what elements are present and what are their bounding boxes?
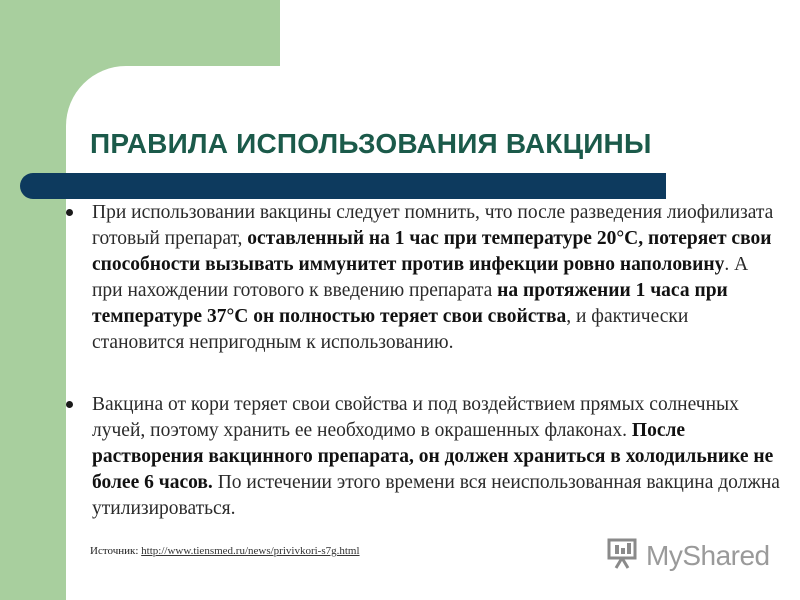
bullet-bold-segment: После растворения вакцинного препарата, он должен храниться в холодильнике не более 6 часов.: [92, 420, 774, 493]
bullet-text: [92, 392, 782, 522]
bullet-bold-segment: оставленный на 1 час при температуре 20°С, потеряет свои способности вызывать иммунитет против инфекции ровно наполовину: [92, 228, 772, 275]
bullet-marker: [66, 209, 73, 216]
source-citation: [90, 545, 360, 557]
source-link[interactable]: http://www.tiensmed.ru/news/privivkori-s7g.html: [141, 545, 360, 557]
presentation-icon: [606, 536, 640, 575]
bullet-segment: По истечении этого времени вся неиспользованная вакцина должна утилизироваться.: [92, 472, 780, 519]
bullet-marker: [66, 401, 73, 408]
watermark-text: MyShared: [646, 539, 770, 571]
title-underline-bar: [20, 173, 666, 199]
bullet-bold-segment: на протяжении 1 часа при температуре 37°С он полностью теряет свои свойства: [92, 280, 728, 327]
watermark-logo: [606, 536, 770, 575]
source-label: Источник:: [90, 545, 139, 557]
bullet-segment: Вакцина от кори теряет свои свойства и под воздействием прямых солнечных лучей, поэтому хранить ее необходимо в окрашенных флаконах.: [92, 394, 739, 441]
bullet-text: [92, 200, 782, 356]
bullet-segment: , и фактически становится непригодным к использованию.: [92, 306, 689, 353]
slide-title: ПРАВИЛА ИСПОЛЬЗОВАНИЯ ВАКЦИНЫ: [90, 128, 652, 159]
bullet-segment: При использовании вакцины следует помнить, что после разведения лиофилизата готовый препарат,: [92, 202, 774, 249]
bullet-segment: . А при нахождении готового к введению препарата: [92, 254, 749, 301]
